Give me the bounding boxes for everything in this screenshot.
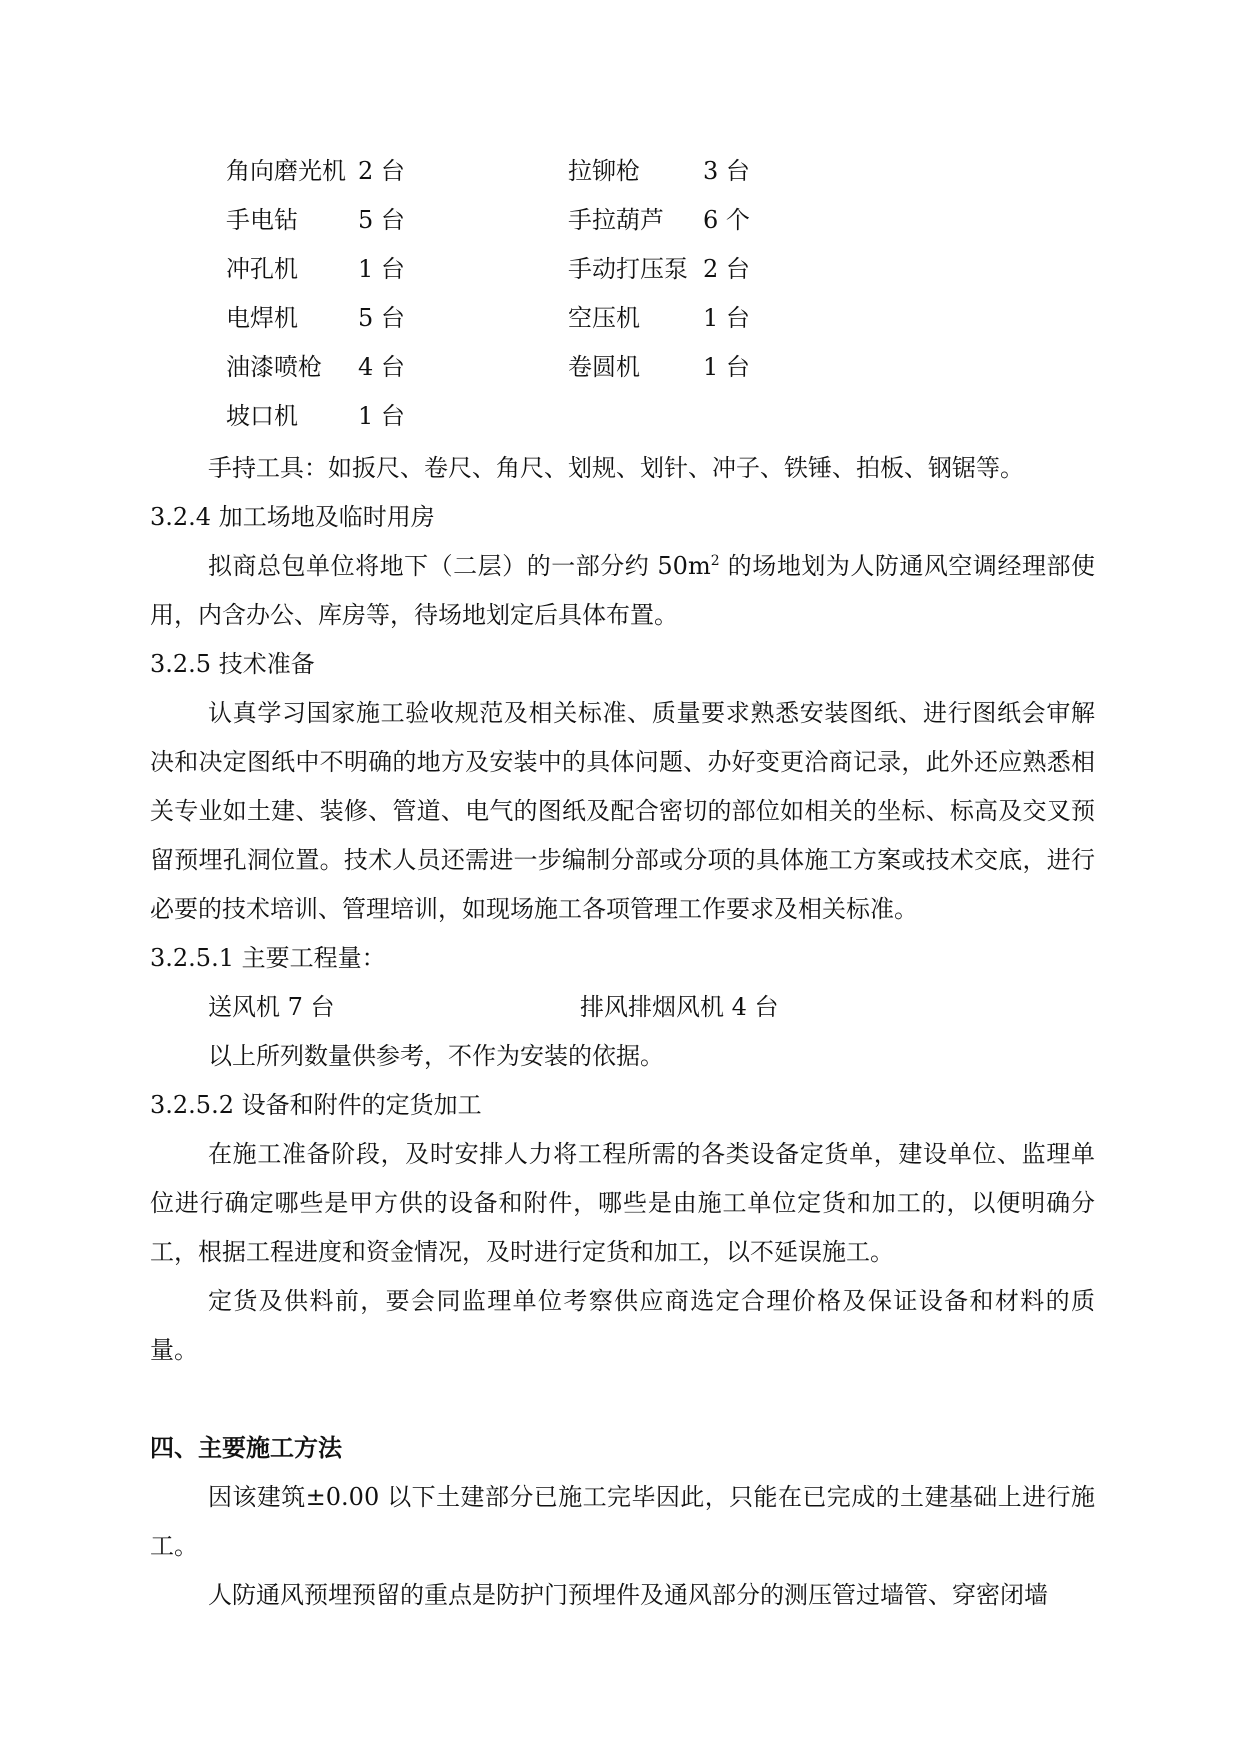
equipment-qty: 5 台 [358, 206, 405, 234]
equipment-qty: 3 台 [703, 157, 750, 185]
body-text [150, 444, 1095, 1620]
section-title-3-2-4: 3.2.4 加工场地及临时用房 [150, 503, 435, 531]
equipment-name: 手动打压泵 [568, 255, 688, 283]
text-fragment: 的场地划为人防通风空调经理部使用，内含办公、库房等，待场地划定后具体布置。 [150, 552, 1095, 629]
equipment-row [0, 151, 1241, 191]
quantity-note: 以上所列数量供参考，不作为安装的依据。 [208, 1042, 664, 1070]
quantity-item: 排风排烟风机 4 台 [580, 993, 779, 1021]
superscript: 2 [710, 553, 720, 569]
equipment-name: 坡口机 [226, 402, 298, 430]
equipment-row [0, 347, 1241, 387]
equipment-name: 卷圆机 [568, 353, 640, 381]
section-title-3-2-5-2: 3.2.5.2 设备和附件的定货加工 [150, 1091, 482, 1119]
equipment-row [0, 200, 1241, 240]
equipment-qty: 1 台 [358, 255, 405, 283]
section-title-3-2-5-1: 3.2.5.1 主要工程量： [150, 944, 386, 972]
equipment-qty: 6 个 [703, 206, 750, 234]
equipment-qty: 2 台 [703, 255, 750, 283]
chapter-body: 人防通风预埋预留的重点是防护门预埋件及通风部分的测压管过墙管、穿密闭墙 [208, 1581, 1048, 1609]
chapter-body: 因该建筑±0.00 以下土建部分已施工完毕因此，只能在已完成的土建基础上进行施工。 [150, 1483, 1095, 1560]
equipment-row [0, 249, 1241, 289]
equipment-name: 角向磨光机 [226, 157, 346, 185]
section-body-3-2-5: 认真学习国家施工验收规范及相关标准、质量要求熟悉安装图纸、进行图纸会审解决和决定图纸中不明确的地方及安装中的具体问题、办好变更洽商记录，此外还应熟悉相关专业如土建、装修、管道、电气的图纸及配合密切的部位如相关的坐标、标高及交叉预留预埋孔洞位置。技术人员还需进一步编制分部或分项的具体施工方案或技术交底，进行必要的技术培训、管理培训，如现场施工各项管理工作要求及相关标准。 [150, 699, 1095, 923]
equipment-qty: 5 台 [358, 304, 405, 332]
quantity-item: 送风机 7 台 [208, 993, 335, 1021]
equipment-name: 手电钻 [226, 206, 298, 234]
spacer [150, 1375, 1095, 1424]
section-body-3-2-5-2: 在施工准备阶段，及时安排人力将工程所需的各类设备定货单，建设单位、监理单位进行确定哪些是甲方供的设备和附件，哪些是由施工单位定货和加工的，以便明确分工，根据工程进度和资金情况，及时进行定货和加工，以不延误施工。 [150, 1140, 1095, 1266]
equipment-name: 手拉葫芦 [568, 206, 664, 234]
equipment-qty: 1 台 [703, 353, 750, 381]
text-fragment: 拟商总包单位将地下（二层）的一部分约 50m [208, 552, 711, 580]
equipment-row [0, 396, 1241, 436]
equipment-name: 冲孔机 [226, 255, 298, 283]
quantity-row [150, 983, 1095, 1032]
equipment-row [0, 298, 1241, 338]
equipment-name: 拉铆枪 [568, 157, 640, 185]
hand-tools-line: 手持工具：如扳尺、卷尺、角尺、划规、划针、冲子、铁锤、拍板、钢锯等。 [208, 454, 1024, 482]
section-title-3-2-5: 3.2.5 技术准备 [150, 650, 315, 678]
equipment-name: 电焊机 [226, 304, 298, 332]
equipment-qty: 1 台 [703, 304, 750, 332]
section-body-3-2-5-2: 定货及供料前，要会同监理单位考察供应商选定合理价格及保证设备和材料的质量。 [150, 1287, 1095, 1364]
equipment-qty: 1 台 [358, 402, 405, 430]
section-body-3-2-4 [150, 542, 1095, 640]
equipment-qty: 2 台 [358, 157, 405, 185]
equipment-qty: 4 台 [358, 353, 405, 381]
equipment-name: 油漆喷枪 [226, 353, 322, 381]
chapter-title: 四、主要施工方法 [150, 1434, 342, 1462]
equipment-name: 空压机 [568, 304, 640, 332]
